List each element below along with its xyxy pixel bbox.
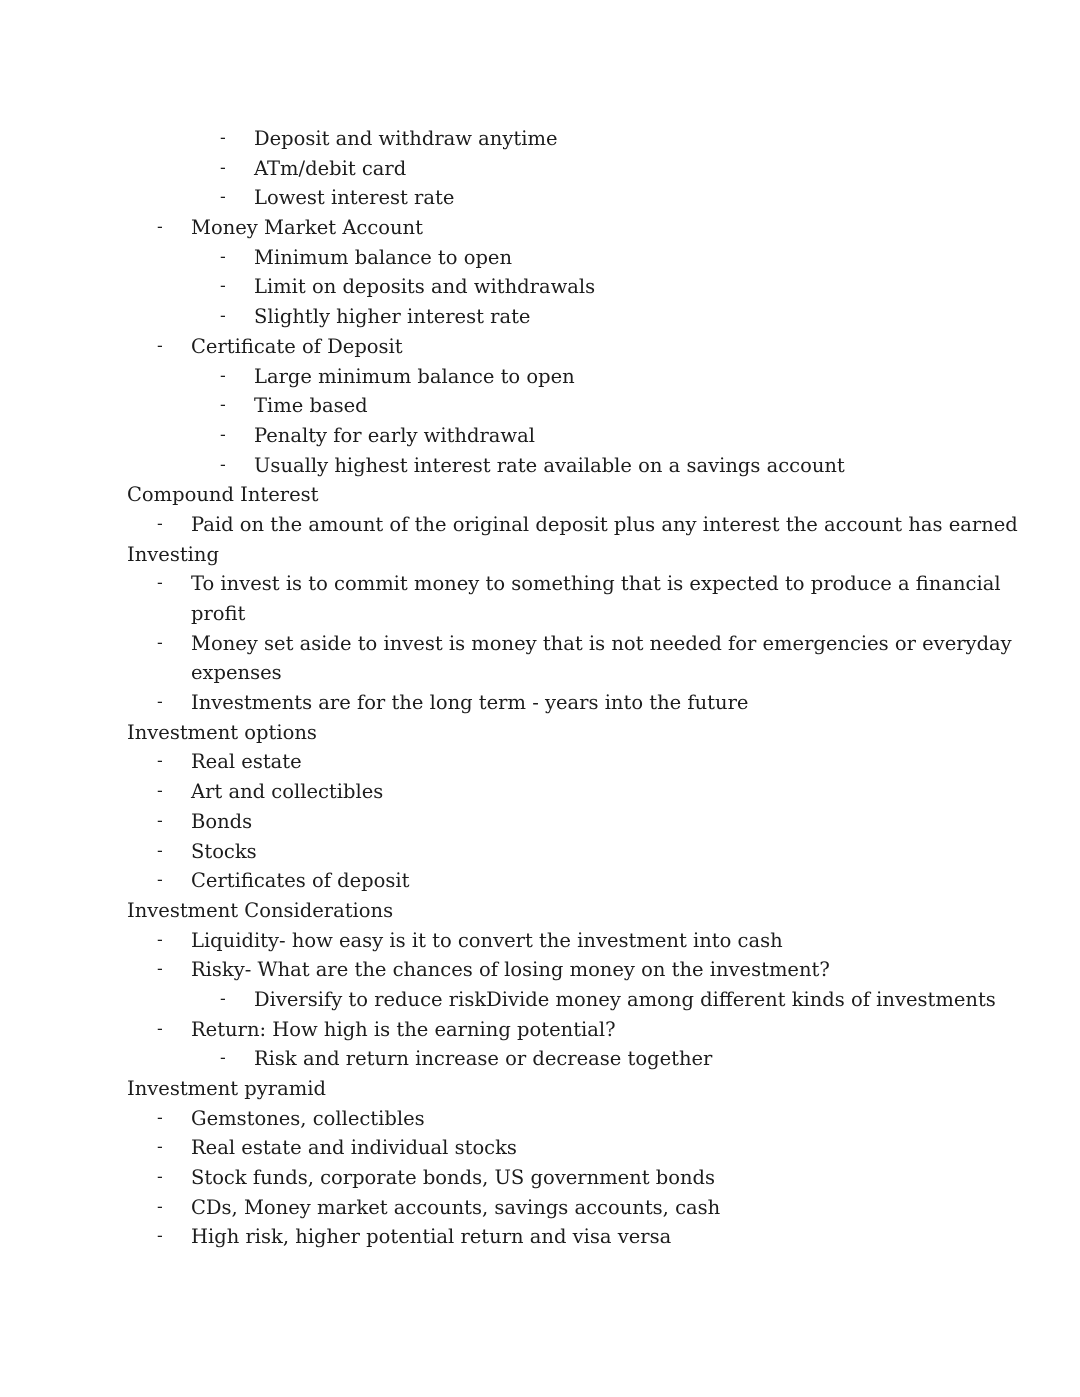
bullet-dash: - — [220, 365, 226, 386]
line-text: Money Market Account — [191, 216, 423, 240]
list-item — [0, 1222, 1080, 1252]
line-text: Liquidity- how easy is it to convert the investment into cash — [191, 928, 783, 952]
line-text: Paid on the amount of the original deposit plus any interest the account has earned — [191, 512, 1018, 536]
list-item — [0, 451, 1080, 481]
list-item — [0, 302, 1080, 332]
bullet-dash: - — [157, 810, 163, 831]
list-item — [0, 985, 1080, 1015]
line-text: Real estate — [191, 750, 302, 774]
line-text: Risky- What are the chances of losing money on the investment? — [191, 958, 830, 982]
list-item — [0, 362, 1080, 392]
line-text: Deposit and withdraw anytime — [254, 127, 558, 150]
list-item — [0, 599, 1080, 629]
bullet-dash: - — [157, 1018, 163, 1039]
bullet-dash: - — [157, 573, 163, 594]
line-text: ATm/debit card — [254, 156, 407, 180]
bullet-dash: - — [220, 157, 226, 178]
list-item — [0, 183, 1080, 213]
line-text: Bonds — [191, 809, 253, 833]
line-text: profit — [191, 602, 246, 625]
bullet-dash: - — [220, 187, 226, 208]
line-text: Usually highest interest rate available on a savings account — [254, 453, 845, 477]
list-item — [0, 243, 1080, 273]
line-text: Stocks — [191, 839, 257, 863]
list-item — [0, 272, 1080, 302]
bullet-dash: - — [157, 870, 163, 891]
bullet-dash: - — [220, 246, 226, 267]
bullet-dash: - — [157, 929, 163, 950]
line-text: Slightly higher interest rate — [254, 305, 531, 329]
bullet-dash: - — [220, 276, 226, 297]
bullet-dash: - — [157, 1196, 163, 1217]
list-item — [0, 213, 1080, 243]
list-item — [0, 926, 1080, 956]
list-item — [0, 658, 1080, 688]
list-item — [0, 124, 1080, 154]
line-text: Limit on deposits and withdrawals — [254, 275, 596, 299]
bullet-dash: - — [157, 513, 163, 534]
bullet-dash: - — [157, 1107, 163, 1128]
bullet-dash: - — [220, 454, 226, 475]
list-item — [0, 1015, 1080, 1045]
list-item — [0, 1044, 1080, 1074]
line-text: High risk, higher potential return and visa versa — [191, 1225, 672, 1249]
list-item — [0, 1104, 1080, 1134]
bullet-dash: - — [220, 128, 226, 148]
list-item — [0, 777, 1080, 807]
list-item — [0, 747, 1080, 777]
section-heading — [0, 896, 1080, 926]
bullet-dash: - — [157, 335, 163, 356]
list-item — [0, 955, 1080, 985]
list-item — [0, 1163, 1080, 1193]
line-text: Diversify to reduce riskDivide money among different kinds of investments — [254, 987, 996, 1011]
line-text: Compound Interest — [127, 483, 319, 507]
list-item — [0, 1133, 1080, 1163]
line-text: Gemstones, collectibles — [191, 1106, 425, 1130]
line-text: Investment options — [127, 720, 317, 744]
line-text: Return: How high is the earning potential? — [191, 1017, 616, 1041]
line-text: Investing — [127, 542, 219, 566]
document-body — [0, 124, 1080, 1252]
line-text: CDs, Money market accounts, savings accounts, cash — [191, 1195, 721, 1219]
bullet-dash: - — [220, 424, 226, 445]
bullet-dash: - — [220, 1048, 226, 1069]
section-heading — [0, 1074, 1080, 1104]
section-heading — [0, 540, 1080, 570]
bullet-dash: - — [157, 217, 163, 238]
bullet-dash: - — [157, 1137, 163, 1158]
bullet-dash: - — [220, 988, 226, 1009]
line-text: Real estate and individual stocks — [191, 1136, 517, 1160]
list-item — [0, 807, 1080, 837]
line-text: Risk and return increase or decrease together — [254, 1047, 713, 1071]
list-item — [0, 629, 1080, 659]
line-text: Stock funds, corporate bonds, US government bonds — [191, 1166, 716, 1190]
bullet-dash: - — [157, 781, 163, 802]
line-text: Investment pyramid — [127, 1077, 326, 1100]
bullet-dash: - — [157, 632, 163, 653]
bullet-dash: - — [220, 306, 226, 327]
line-text: To invest is to commit money to something that is expected to produce a financial — [191, 572, 1001, 596]
line-text: Money set aside to invest is money that is not needed for emergencies or everyday — [191, 631, 1012, 655]
line-text: Minimum balance to open — [254, 245, 513, 269]
section-heading — [0, 480, 1080, 510]
bullet-dash: - — [157, 751, 163, 772]
bullet-dash: - — [157, 1226, 163, 1247]
list-item — [0, 1193, 1080, 1223]
list-item — [0, 332, 1080, 362]
list-item — [0, 569, 1080, 599]
line-text: Certificate of Deposit — [191, 334, 403, 358]
line-text: Art and collectibles — [191, 780, 384, 804]
line-text: expenses — [191, 661, 282, 685]
line-text: Time based — [254, 394, 368, 418]
bullet-dash: - — [157, 1167, 163, 1188]
bullet-dash: - — [157, 959, 163, 980]
list-item — [0, 421, 1080, 451]
bullet-dash: - — [220, 395, 226, 416]
list-item — [0, 837, 1080, 867]
list-item — [0, 510, 1080, 540]
list-item — [0, 154, 1080, 184]
list-item — [0, 688, 1080, 718]
line-text: Penalty for early withdrawal — [254, 423, 535, 447]
list-item — [0, 866, 1080, 896]
line-text: Certificates of deposit — [191, 869, 410, 893]
bullet-dash: - — [157, 692, 163, 713]
line-text: Investments are for the long term - years into the future — [191, 691, 749, 715]
line-text: Investment Considerations — [127, 898, 394, 922]
bullet-dash: - — [157, 840, 163, 861]
section-heading — [0, 718, 1080, 748]
list-item — [0, 391, 1080, 421]
line-text: Lowest interest rate — [254, 186, 455, 210]
line-text: Large minimum balance to open — [254, 364, 575, 388]
